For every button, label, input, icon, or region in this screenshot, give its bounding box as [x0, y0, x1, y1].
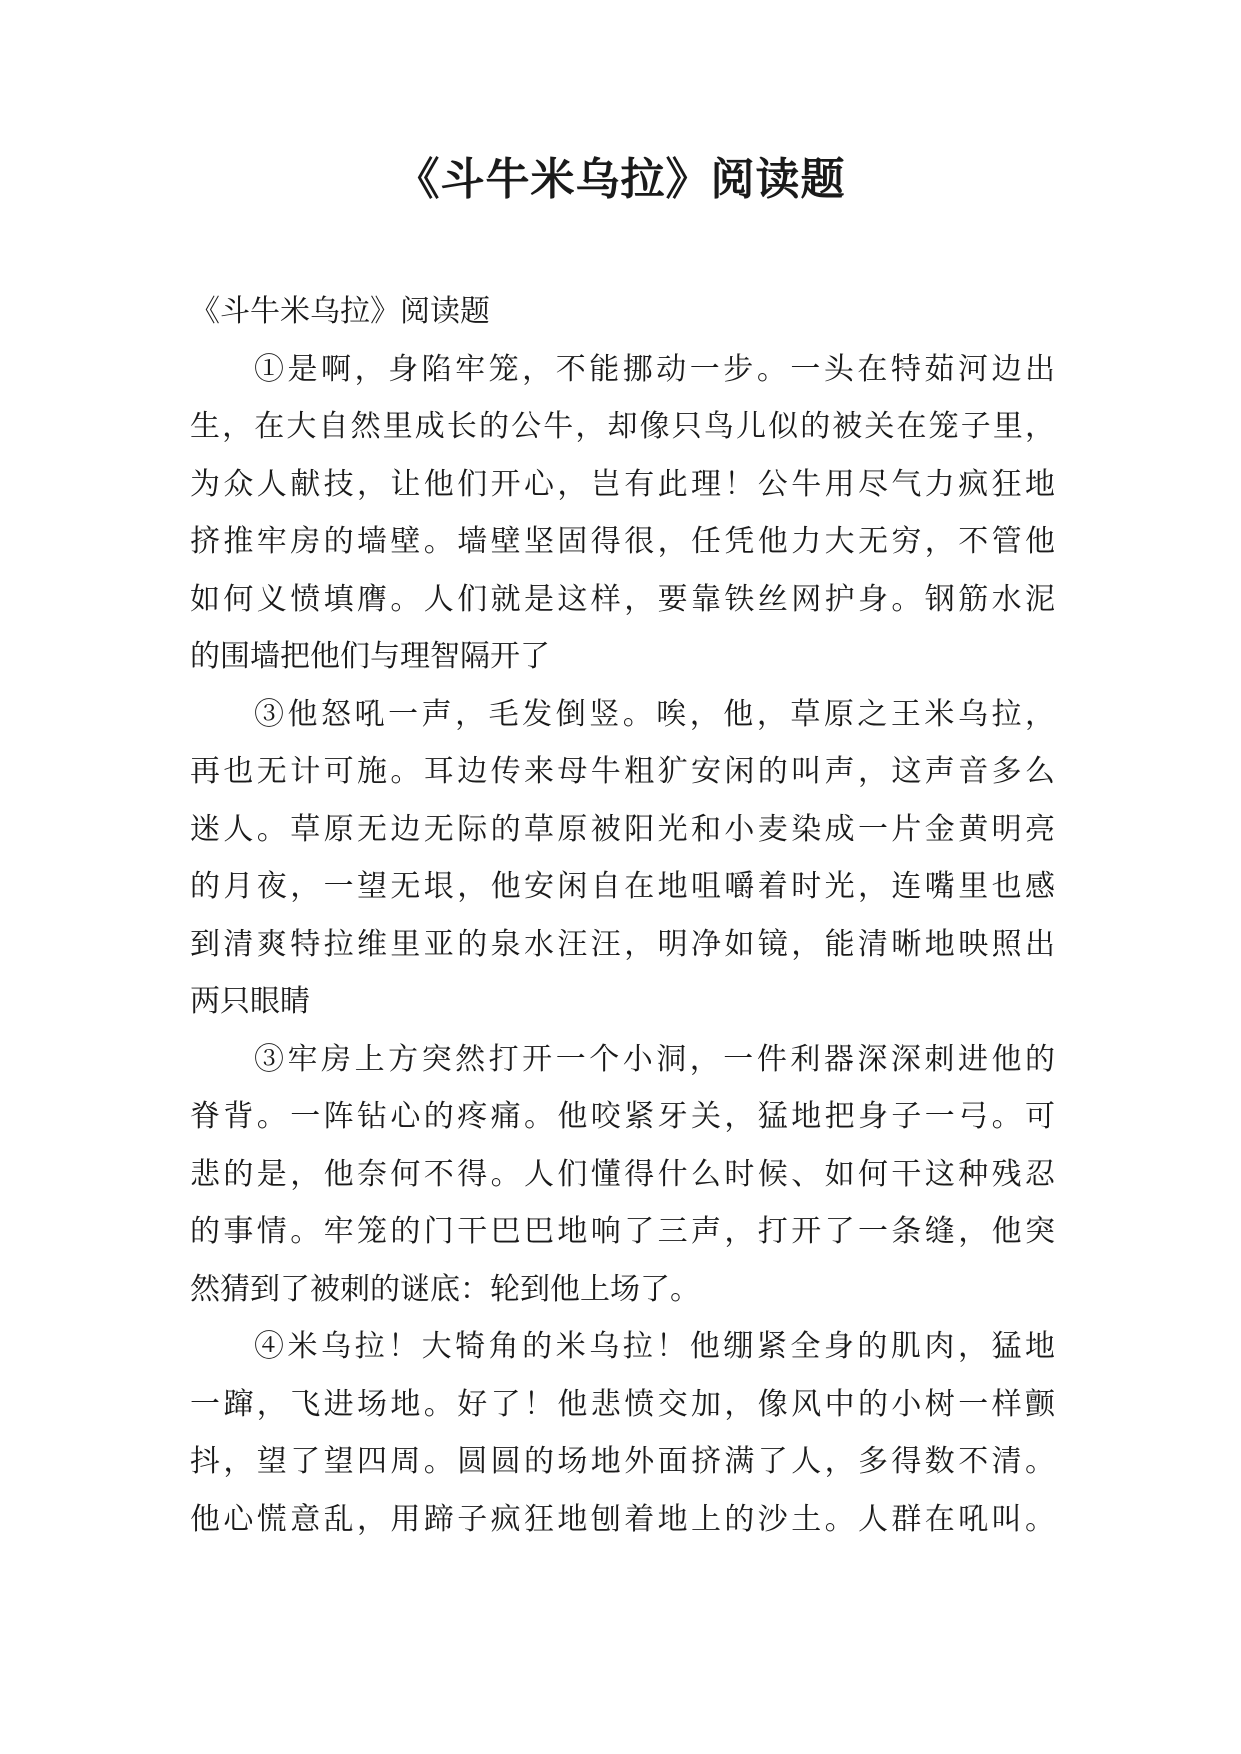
document-body	[190, 283, 1055, 1548]
paragraph-line: 悲的是，他奈何不得。人们懂得什么时候、如何干这种残忍	[190, 1156, 1055, 1192]
paragraph-1	[190, 341, 1055, 686]
paragraph-line: 的事情。牢笼的门干巴巴地响了三声，打开了一条缝，他突	[190, 1214, 1055, 1249]
paragraph-line: ①是啊，身陷牢笼，不能挪动一步。一头在特茹河边出	[254, 351, 1055, 387]
paragraph-line: ③他怒吼一声，毛发倒竖。唉，他，草原之王米乌拉，	[254, 696, 1055, 732]
paragraph-line: ④米乌拉！大犄角的米乌拉！他绷紧全身的肌肉，猛地	[254, 1329, 1055, 1364]
document-title: 《斗牛米乌拉》阅读题	[395, 154, 846, 205]
document-subtitle: 《斗牛米乌拉》阅读题	[190, 294, 490, 329]
paragraph-line: 生，在大自然里成长的公牛，却像只鸟儿似的被关在笼子里，	[190, 409, 1055, 444]
paragraph-line: 为众人献技，让他们开心，岂有此理！公牛用尽气力疯狂地	[190, 466, 1055, 502]
paragraph-line: 如何义愤填膺。人们就是这样，要靠铁丝网护身。钢筋水泥	[190, 581, 1055, 617]
paragraph-line: 然猜到了被刺的谜底：轮到他上场了。	[190, 1271, 700, 1307]
paragraph-3	[190, 1031, 1055, 1319]
paragraph-line: ③牢房上方突然打开一个小洞，一件利器深深刺进他的	[254, 1041, 1055, 1077]
paragraph-line: 到清爽特拉维里亚的泉水汪汪，明净如镜，能清晰地映照出	[190, 926, 1055, 962]
paragraph-line: 他心慌意乱，用蹄子疯狂地刨着地上的沙土。人群在吼叫。	[190, 1501, 1055, 1537]
paragraph-line: 两只眼睛	[190, 984, 310, 1019]
paragraph-line: 挤推牢房的墙壁。墙壁坚固得很，任凭他力大无穷，不管他	[190, 524, 1055, 559]
paragraph-line: 迷人。草原无边无际的草原被阳光和小麦染成一片金黄明亮	[190, 811, 1055, 847]
paragraph-2	[190, 686, 1055, 1031]
paragraph-line: 一蹿，飞进场地。好了！他悲愤交加，像风中的小树一样颤	[190, 1386, 1055, 1422]
paragraph-4	[190, 1318, 1055, 1548]
paragraph-line: 的围墙把他们与理智隔开了	[190, 639, 550, 674]
paragraph-line: 脊背。一阵钻心的疼痛。他咬紧牙关，猛地把身子一弓。可	[190, 1099, 1055, 1134]
paragraph-line: 的月夜，一望无垠，他安闲自在地咀嚼着时光，连嘴里也感	[190, 869, 1055, 904]
paragraph-line: 抖，望了望四周。圆圆的场地外面挤满了人，多得数不清。	[190, 1444, 1055, 1479]
paragraph-line: 再也无计可施。耳边传来母牛粗犷安闲的叫声，这声音多么	[190, 754, 1055, 789]
